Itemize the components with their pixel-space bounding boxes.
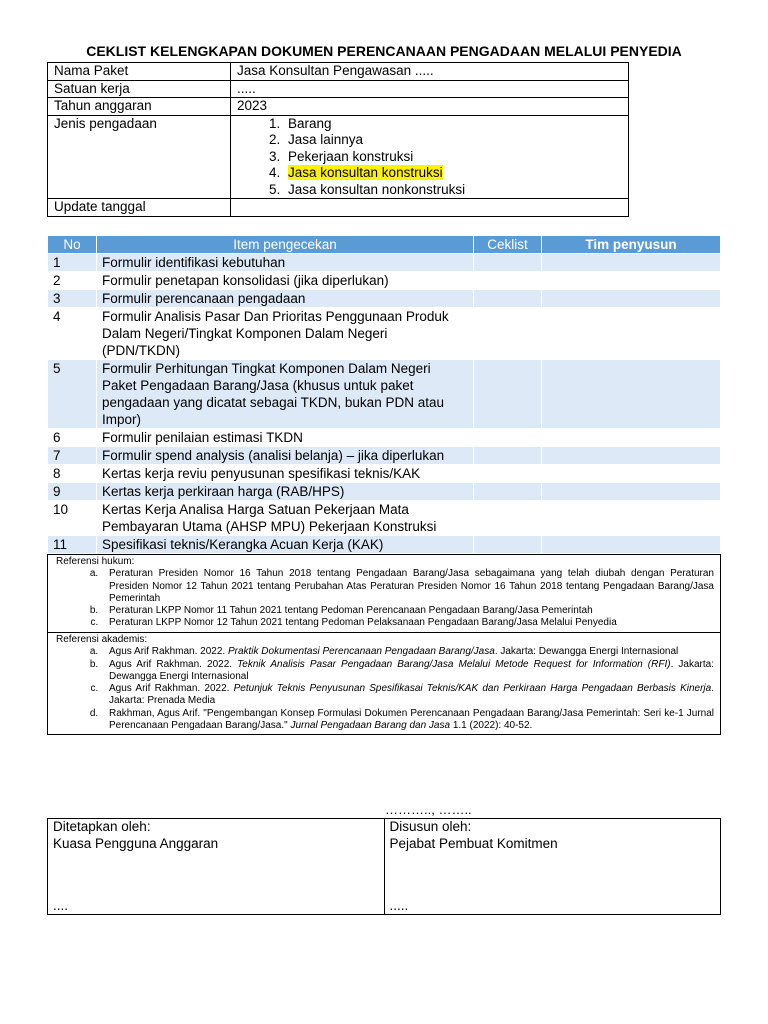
legal-reference-item: c. Peraturan LKPP Nomor 12 Tahun 2021 tentang Pedoman Pelaksanaan Pengadaan Barang/Jasa Melalui Penyedia [101, 617, 714, 629]
legal-reference-item: a. Peraturan Presiden Nomor 16 Tahun 2018 tentang Pengadaan Barang/Jasa sebagaimana yang telah diubah dengan Peraturan Presiden Nomor 12 Tahun 2021 tentang Perubahan Atas Peraturan Presiden Nomor 16 Tahun 2018 tentang Pengadaan Barang/Jasa Pemerintah [101, 568, 714, 605]
reference-author: Agus Arif Rakhman. 2022. [109, 683, 234, 695]
reference-author: Agus Arif Rakhman. 2022. [109, 646, 228, 658]
item-number: 3 [48, 290, 97, 308]
signature-left-label: Ditetapkan oleh: [53, 819, 151, 834]
checklist-row [48, 360, 721, 429]
item-number: 5 [48, 360, 97, 429]
info-label: Update tanggal [48, 199, 231, 217]
tim-penyusun-cell[interactable] [542, 308, 721, 360]
tim-penyusun-cell[interactable] [542, 254, 721, 272]
academic-references-box [47, 632, 721, 735]
academic-references-title: Referensi akademis: [56, 634, 148, 645]
info-row [48, 63, 629, 81]
tim-penyusun-cell[interactable] [542, 536, 721, 554]
item-text: Kertas kerja reviu penyusunan spesifikasi teknis/KAK [97, 465, 474, 483]
ceklist-cell[interactable] [474, 465, 542, 483]
reference-author: Agus Arif Rakhman. 2022. [109, 658, 238, 670]
procurement-type-option [284, 116, 622, 133]
header-tim-penyusun: Tim penyusun [542, 236, 721, 254]
procurement-type-options [231, 115, 629, 199]
item-text: Kertas Kerja Analisa Harga Satuan Pekerjaan Mata Pembayaran Utama (AHSP MPU) Pekerjaan Konstruksi [97, 501, 474, 536]
ceklist-cell[interactable] [474, 360, 542, 429]
info-row [48, 80, 629, 98]
signature-right-label: Disusun oleh: [389, 819, 472, 834]
ceklist-cell[interactable] [474, 254, 542, 272]
signature-right-role: Pejabat Pembuat Komitmen [389, 835, 558, 851]
ceklist-cell[interactable] [474, 272, 542, 290]
item-text: Spesifikasi teknis/Kerangka Acuan Kerja (KAK) [97, 536, 474, 554]
info-label: Jenis pengadaan [48, 115, 231, 199]
info-row-update [48, 199, 629, 217]
tim-penyusun-cell[interactable] [542, 360, 721, 429]
info-row-jenis [48, 115, 629, 199]
signature-table [47, 818, 721, 915]
info-value: Jasa Konsultan Pengawasan ..... [231, 63, 629, 81]
procurement-type-selected: Jasa konsultan konstruksi [288, 165, 443, 180]
info-value: ..... [231, 80, 629, 98]
reference-title: Praktik Dokumentasi Perencanaan Pengadaan Barang/Jasa [227, 646, 495, 658]
header-ceklist: Ceklist [474, 236, 542, 254]
header-item: Item pengecekan [97, 236, 474, 254]
tim-penyusun-cell[interactable] [542, 429, 721, 447]
item-number: 2 [48, 272, 97, 290]
legal-references-title: Referensi hukum: [56, 556, 135, 567]
tim-penyusun-cell[interactable] [542, 290, 721, 308]
procurement-type-option [284, 149, 622, 166]
tim-penyusun-cell[interactable] [542, 501, 721, 536]
reference-title: Teknik Analisis Pasar Pengadaan Barang/Jasa Melalui Metode Request for Information (RFI) [237, 658, 671, 670]
item-text: Formulir Perhitungan Tingkat Komponen Dalam Negeri Paket Pengadaan Barang/Jasa (khusus untuk paket pengadaan yang dicatat sebagai TKDN, bukan PDN atau Impor) [97, 360, 474, 429]
academic-reference-item [101, 683, 714, 708]
checklist-row [48, 254, 721, 272]
signature-left-role: Kuasa Pengguna Anggaran [53, 835, 219, 851]
signature-right-cell [384, 819, 721, 915]
academic-reference-item [101, 708, 714, 733]
item-text: Kertas kerja perkiraan harga (RAB/HPS) [97, 483, 474, 501]
legal-references-list [56, 568, 714, 629]
legal-references-box [47, 554, 721, 633]
signature-left-dots: .... [53, 897, 69, 913]
ceklist-cell[interactable] [474, 429, 542, 447]
item-number: 7 [48, 447, 97, 465]
reference-publisher: . Jakarta: Dewangga Energi Internasional [494, 646, 679, 658]
item-text: Formulir perencanaan pengadaan [97, 290, 474, 308]
checklist-row [48, 290, 721, 308]
procurement-type-label: Jasa konsultan nonkonstruksi [288, 181, 466, 197]
procurement-type-list [237, 116, 622, 199]
header-no: No [48, 236, 97, 254]
tim-penyusun-cell[interactable] [542, 272, 721, 290]
reference-title: Petunjuk Teknis Penyusunan Spesifikasai Teknis/KAK dan Perkiraan Harga Pengadaan Berbasis Kinerja [233, 683, 712, 695]
procurement-type-label: Barang [288, 115, 332, 131]
update-date-value [231, 199, 629, 217]
reference-publisher: . Jakarta: Dewangga Energi Internasional [109, 658, 714, 682]
academic-reference-item [101, 646, 714, 658]
procurement-type-option [284, 165, 622, 182]
ceklist-cell[interactable] [474, 308, 542, 360]
info-row [48, 98, 629, 116]
item-text: Formulir identifikasi kebutuhan [97, 254, 474, 272]
ceklist-cell[interactable] [474, 447, 542, 465]
item-number: 10 [48, 501, 97, 536]
checklist-row [48, 536, 721, 554]
item-number: 8 [48, 465, 97, 483]
info-value: 2023 [231, 98, 629, 116]
checklist-row [48, 465, 721, 483]
checklist-row [48, 308, 721, 360]
package-info-table [47, 62, 629, 217]
procurement-type-label: Jasa lainnya [288, 132, 364, 147]
item-text: Formulir Analisis Pasar Dan Prioritas Penggunaan Produk Dalam Negeri/Tingkat Komponen Dalam Negeri (PDN/TKDN) [97, 308, 474, 360]
item-number: 4 [48, 308, 97, 360]
checklist-table [47, 235, 721, 554]
checklist-row [48, 272, 721, 290]
item-number: 9 [48, 483, 97, 501]
item-text: Formulir spend analysis (analisi belanja) – jika diperlukan [97, 447, 474, 465]
signature-right-dots: ..... [389, 897, 409, 913]
item-number: 1 [48, 254, 97, 272]
item-number: 11 [48, 536, 97, 554]
academic-reference-item [101, 659, 714, 684]
tim-penyusun-cell[interactable] [542, 447, 721, 465]
info-label: Tahun anggaran [48, 98, 231, 116]
checklist-row [48, 483, 721, 501]
date-line: ……….., …….. [385, 802, 472, 817]
checklist-row [48, 501, 721, 536]
item-text: Formulir penilaian estimasi TKDN [97, 429, 474, 447]
ceklist-cell[interactable] [474, 501, 542, 536]
academic-references-list [56, 646, 714, 732]
checklist-header-row [48, 236, 721, 254]
info-label: Nama Paket [48, 63, 231, 81]
procurement-type-label: Pekerjaan konstruksi [288, 148, 414, 164]
ceklist-cell[interactable] [474, 536, 542, 554]
ceklist-cell[interactable] [474, 483, 542, 501]
info-label: Satuan kerja [48, 80, 231, 98]
reference-title: Jurnal Pengadaan Barang dan Jasa [290, 720, 451, 732]
reference-author: Rakhman, Agus Arif. "Pengembangan Konsep Formulasi Dokumen Perencanaan Pengadaan Barang/Jasa Pemerintah: Seri ke-1 Jurnal Perencanaan Pengadaan Barang/Jasa." [109, 707, 714, 732]
procurement-type-option [284, 132, 622, 149]
document-title: CEKLIST KELENGKAPAN DOKUMEN PERENCANAAN PENGADAAN MELALUI PENYEDIA [86, 43, 682, 59]
item-number: 6 [48, 429, 97, 447]
procurement-type-option [284, 182, 622, 199]
tim-penyusun-cell[interactable] [542, 483, 721, 501]
reference-publisher: 1.1 (2022): 40-52. [450, 720, 533, 732]
legal-reference-item: b. Peraturan LKPP Nomor 11 Tahun 2021 tentang Pedoman Perencanaan Pengadaan Barang/Jasa Pemerintah [101, 605, 714, 617]
item-text: Formulir penetapan konsolidasi (jika diperlukan) [97, 272, 474, 290]
signature-left-cell [48, 819, 385, 915]
checklist-row [48, 447, 721, 465]
checklist-row [48, 429, 721, 447]
reference-publisher: . Jakarta: Prenada Media [109, 683, 714, 707]
tim-penyusun-cell[interactable] [542, 465, 721, 483]
ceklist-cell[interactable] [474, 290, 542, 308]
